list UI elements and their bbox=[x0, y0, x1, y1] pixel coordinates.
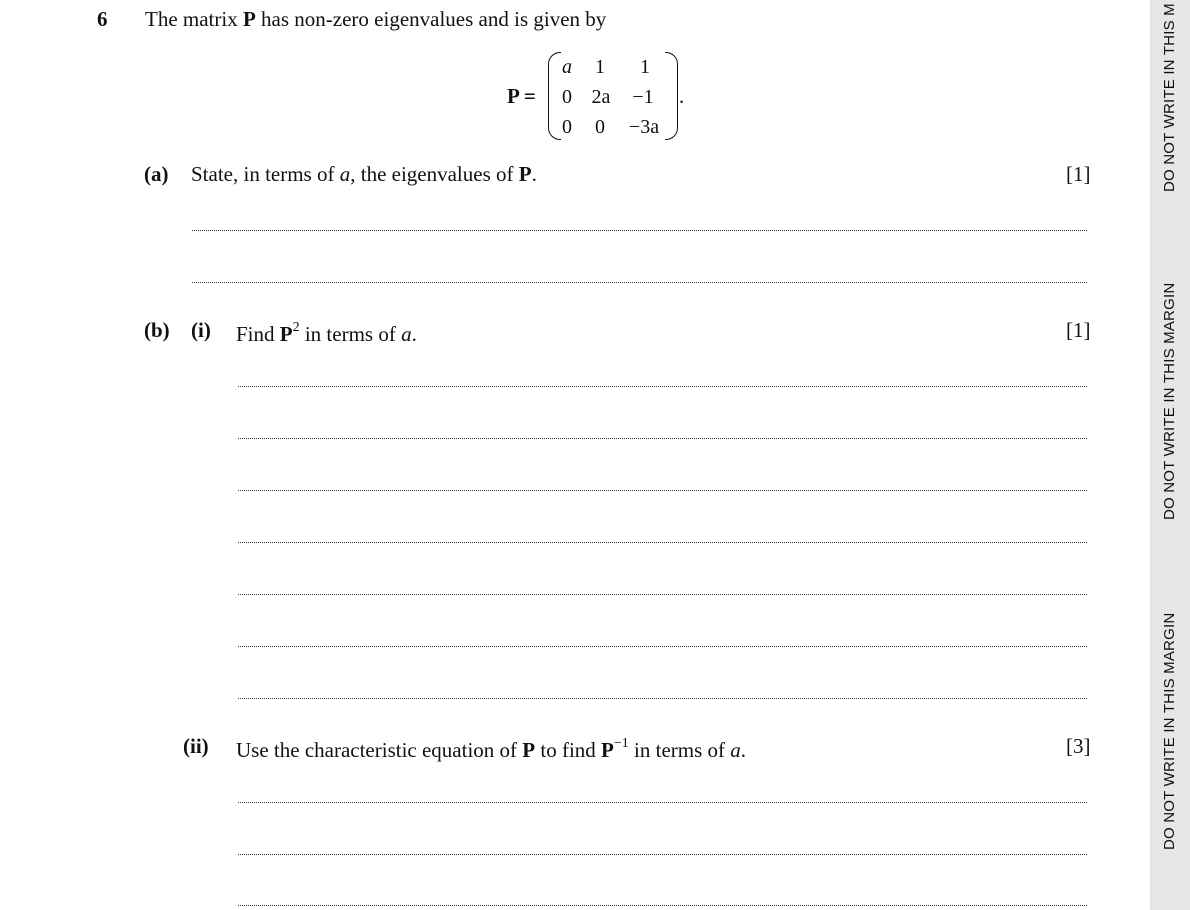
part-b-i-marks: [1] bbox=[1066, 318, 1091, 342]
part-a-marks: [1] bbox=[1066, 162, 1091, 186]
answer-line-b-i-1[interactable] bbox=[238, 386, 1087, 387]
part-b-ii-text-pre: Use the characteristic equation of bbox=[236, 738, 523, 762]
part-b-label: (b) bbox=[144, 318, 170, 342]
matrix-cell-r2c1: 0 bbox=[562, 86, 572, 108]
part-b-ii-text-mid2: in terms of bbox=[628, 738, 731, 762]
part-a-text-bold: P bbox=[518, 162, 532, 186]
part-a-text bbox=[191, 162, 537, 186]
answer-line-b-i-3[interactable] bbox=[238, 490, 1087, 491]
margin-text-middle: DO NOT WRITE IN THIS MARGIN bbox=[1161, 282, 1178, 520]
answer-line-b-ii-2[interactable] bbox=[238, 854, 1087, 855]
part-b-ii-text-bold2: P bbox=[601, 738, 614, 762]
part-b-ii-text-var: a bbox=[730, 738, 741, 762]
question-number: 6 bbox=[97, 7, 108, 31]
part-b-ii-label: (ii) bbox=[183, 734, 209, 758]
part-b-i-text-pre: Find bbox=[236, 322, 280, 346]
part-a-text-mid: , the eigenvalues of bbox=[350, 162, 519, 186]
part-a-label: (a) bbox=[144, 162, 169, 186]
matrix-trailing-period: . bbox=[679, 84, 685, 108]
part-a-text-var: a bbox=[339, 162, 351, 186]
part-b-ii-text-bold: P bbox=[522, 738, 536, 762]
question-intro bbox=[145, 7, 606, 31]
part-a-text-pre: State, in terms of bbox=[191, 162, 340, 186]
part-b-ii-marks: [3] bbox=[1066, 734, 1091, 758]
matrix-cell-r3c2: 0 bbox=[595, 116, 605, 138]
part-b-i-text-sup: 2 bbox=[292, 320, 300, 335]
answer-line-b-i-6[interactable] bbox=[238, 646, 1087, 647]
part-b-ii-text-sup: −1 bbox=[613, 736, 629, 751]
answer-line-b-i-7[interactable] bbox=[238, 698, 1087, 699]
part-b-ii-text-post: . bbox=[740, 738, 747, 762]
question-intro-post: has non-zero eigenvalues and is given by bbox=[255, 7, 607, 31]
answer-line-b-ii-1[interactable] bbox=[238, 802, 1087, 803]
margin-text-bottom: DO NOT WRITE IN THIS MARGIN bbox=[1161, 612, 1178, 850]
matrix-cell-r2c3: −1 bbox=[632, 86, 654, 108]
margin-text-top: DO NOT WRITE IN THIS M bbox=[1161, 3, 1178, 192]
answer-line-b-i-4[interactable] bbox=[238, 542, 1087, 543]
part-b-i-text-mid: in terms of bbox=[299, 322, 402, 346]
answer-line-b-ii-3[interactable] bbox=[238, 905, 1087, 906]
matrix-cell-r1c1: a bbox=[562, 56, 572, 78]
matrix-cell-r1c2: 1 bbox=[595, 56, 605, 78]
matrix-cell-r3c1: 0 bbox=[562, 116, 572, 138]
answer-line-a-2[interactable] bbox=[192, 282, 1087, 283]
part-b-i-label: (i) bbox=[191, 318, 211, 342]
part-b-ii-text bbox=[236, 734, 746, 762]
answer-line-b-i-2[interactable] bbox=[238, 438, 1087, 439]
part-b-i-text-bold: P bbox=[279, 322, 293, 346]
part-a-text-post: . bbox=[531, 162, 537, 186]
matrix-cell-r1c3: 1 bbox=[640, 56, 650, 78]
matrix-cell-r2c2: 2a bbox=[591, 86, 611, 108]
part-b-i-text-post: . bbox=[411, 322, 417, 346]
part-b-ii-text-mid: to find bbox=[535, 738, 602, 762]
matrix-label: P = bbox=[507, 84, 536, 108]
answer-line-a-1[interactable] bbox=[192, 230, 1087, 231]
matrix-cell-r3c3: −3a bbox=[628, 116, 660, 138]
part-b-i-text-var: a bbox=[401, 322, 412, 346]
question-intro-pre: The matrix bbox=[145, 7, 243, 31]
answer-line-b-i-5[interactable] bbox=[238, 594, 1087, 595]
question-intro-bold: P bbox=[242, 7, 256, 31]
part-b-i-text bbox=[236, 318, 417, 346]
